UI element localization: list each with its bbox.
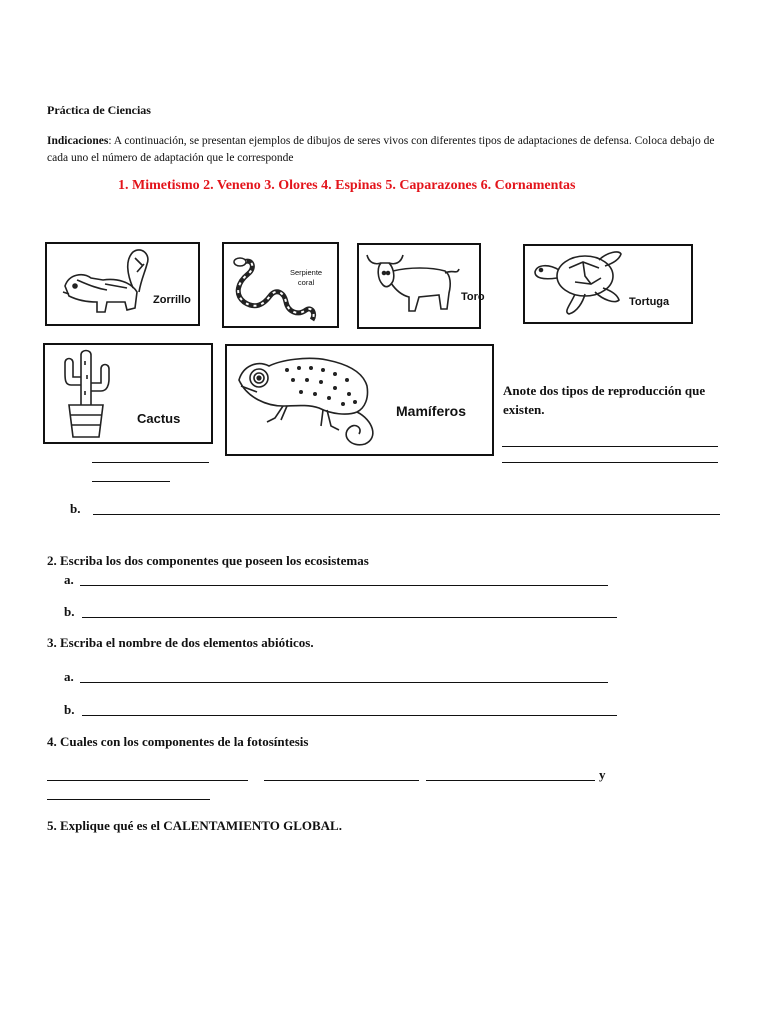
worksheet-title: Práctica de Ciencias	[47, 103, 151, 117]
chameleon-label: Mamíferos	[396, 403, 467, 419]
snake-label	[290, 268, 322, 288]
snake-label-line2: coral	[297, 278, 315, 287]
question-2-b-label: b.	[64, 604, 75, 619]
question-3: 3. Escriba el nombre de dos elementos abióticos.	[47, 635, 314, 650]
chameleon-icon	[227, 346, 492, 454]
reproduction-question: Anote dos tipos de reproducción que existen.	[503, 383, 706, 417]
question-2-a-line[interactable]	[80, 585, 608, 586]
turtle-icon	[525, 246, 691, 322]
adaptations-list: 1. Mimetismo 2. Veneno 3. Olores 4. Espinas 5. Caparazones 6. Cornamentas	[118, 178, 576, 193]
instructions-text: : A continuación, se presentan ejemplos de dibujos de seres vivos con diferentes tipos de adaptaciones de defensa. Coloca debajo de cada uno el número de adaptación que le corresponde	[47, 135, 715, 164]
skunk-icon	[47, 244, 198, 324]
question-2: 2. Escriba los dos componentes que poseen los ecosistemas	[47, 553, 369, 568]
item-b-answer-line[interactable]	[93, 514, 720, 515]
question-4-line-3[interactable]	[426, 780, 595, 781]
reproduction-answer-line-1[interactable]	[502, 446, 718, 447]
question-2-b-line[interactable]	[82, 617, 617, 618]
instructions	[47, 133, 737, 167]
item-b-label: b.	[70, 501, 81, 516]
skunk-image-box	[45, 242, 200, 326]
question-5: 5. Explique qué es el CALENTAMIENTO GLOBAL.	[47, 818, 342, 833]
turtle-image-box	[523, 244, 693, 324]
question-3-a-line[interactable]	[80, 682, 608, 683]
reproduction-answer-line-2[interactable]	[502, 462, 718, 463]
turtle-label: Tortuga	[629, 296, 670, 308]
bull-label: Toro	[461, 291, 485, 303]
bull-icon	[359, 245, 479, 327]
question-3-b-line[interactable]	[82, 715, 617, 716]
cactus-image-box	[43, 343, 213, 444]
question-3-a-label: a.	[64, 669, 74, 684]
answer-line-cactus[interactable]	[92, 462, 209, 463]
question-4-line-1[interactable]	[47, 780, 248, 781]
question-4-line-4[interactable]	[47, 799, 210, 800]
question-4: 4. Cuales con los componentes de la fotosíntesis	[47, 734, 309, 749]
cactus-label: Cactus	[137, 411, 181, 426]
cactus-icon	[45, 345, 211, 442]
question-3-b-label: b.	[64, 702, 75, 717]
snake-label-line1: Serpiente	[290, 268, 323, 277]
snake-image-box	[222, 242, 339, 328]
question-4-line-2[interactable]	[264, 780, 419, 781]
bull-image-box	[357, 243, 485, 329]
question-2-a-label: a.	[64, 572, 74, 587]
instructions-label: Indicaciones	[47, 135, 109, 147]
chameleon-image-box	[225, 344, 494, 456]
answer-line-extra[interactable]	[92, 481, 170, 482]
skunk-label: Zorrillo	[153, 294, 191, 306]
question-4-y: y	[599, 767, 606, 782]
